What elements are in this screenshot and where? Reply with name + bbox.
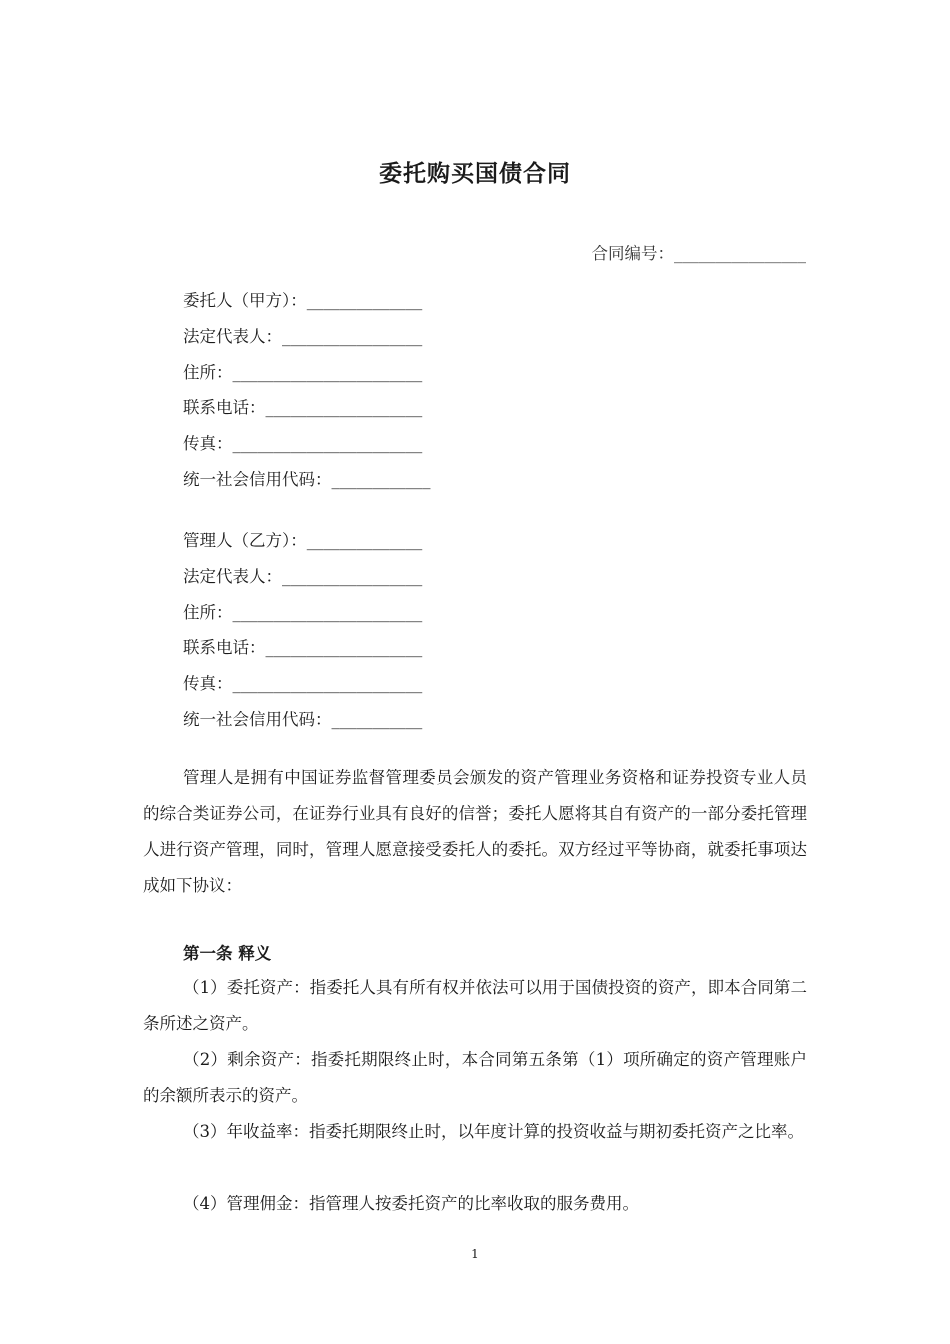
- contract-number-blank[interactable]: ________________: [674, 244, 806, 263]
- field-blank[interactable]: _______________________: [232, 362, 423, 382]
- field-label: 法定代表人：: [183, 326, 282, 346]
- article-1-item-4: （4）管理佣金：指管理人按委托资产的比率收取的服务费用。: [183, 1194, 639, 1213]
- party-a-address-row: [183, 355, 431, 391]
- intro-paragraph: 管理人是拥有中国证券监督管理委员会颁发的资产管理业务资格和证券投资专业人员的综合类证券公司，在证券行业具有良好的信誉；委托人愿将其自有资产的一部分委托管理人进行资产管理，同时，管理人愿意接受委托人的委托。双方经过平等协商，就委托事项达成如下协议：: [143, 768, 807, 895]
- field-blank[interactable]: _________________: [282, 566, 423, 586]
- field-label: 统一社会信用代码：: [183, 469, 332, 489]
- party-b-address-row: [183, 595, 422, 631]
- field-label: 管理人（乙方）：: [183, 531, 307, 550]
- field-blank[interactable]: _______________________: [232, 602, 423, 622]
- article-1-item-3: （3）年收益率：指委托期限终止时，以年度计算的投资收益与期初委托资产之比率。: [183, 1122, 804, 1141]
- field-label: 联系电话：: [183, 638, 266, 658]
- article-1-item-2: （2）剩余资产：指委托期限终止时，本合同第五条第（1）项所确定的资产管理账户的余额所表示的资产。: [143, 1050, 807, 1105]
- party-a-block: [183, 283, 431, 498]
- page-number: 1: [471, 1247, 479, 1261]
- contract-number-line: [592, 240, 807, 264]
- party-b-block: [183, 523, 422, 738]
- party-a-credit-code-row: [183, 462, 431, 498]
- party-b-legal-rep-row: [183, 559, 422, 595]
- party-b-manager-row: [183, 523, 422, 559]
- field-label: 委托人（甲方）：: [183, 291, 307, 310]
- field-label: 住所：: [183, 602, 233, 622]
- field-label: 住所：: [183, 362, 233, 382]
- party-a-fax-row: [183, 426, 431, 462]
- field-blank[interactable]: _______________________: [232, 434, 423, 454]
- contract-number-label: 合同编号：: [591, 244, 674, 263]
- party-a-legal-rep-row: [183, 319, 431, 355]
- article-1-item-1: （1）委托资产：指委托人具有所有权并依法可以用于国债投资的资产，即本合同第二条所述之资产。: [143, 978, 807, 1033]
- field-blank[interactable]: ___________: [331, 709, 423, 729]
- field-label: 统一社会信用代码：: [183, 709, 332, 729]
- party-b-fax-row: [183, 666, 422, 702]
- party-a-principal-row: [183, 283, 431, 319]
- field-label: 法定代表人：: [183, 566, 282, 586]
- field-label: 传真：: [183, 434, 233, 454]
- field-label: 传真：: [183, 674, 233, 694]
- party-b-phone-row: [183, 630, 422, 666]
- field-blank[interactable]: ______________: [306, 531, 423, 550]
- article-1-heading: 第一条 释义: [183, 944, 272, 963]
- field-blank[interactable]: ___________________: [265, 638, 423, 658]
- field-blank[interactable]: ___________________: [265, 398, 423, 418]
- field-label: 联系电话：: [183, 398, 266, 418]
- party-a-phone-row: [183, 390, 431, 426]
- field-blank[interactable]: ____________: [331, 469, 431, 489]
- field-blank[interactable]: ______________: [306, 291, 423, 310]
- field-blank[interactable]: _______________________: [232, 674, 423, 694]
- field-blank[interactable]: _________________: [282, 326, 423, 346]
- document-title: 委托购买国债合同: [379, 161, 571, 187]
- party-b-credit-code-row: [183, 702, 422, 738]
